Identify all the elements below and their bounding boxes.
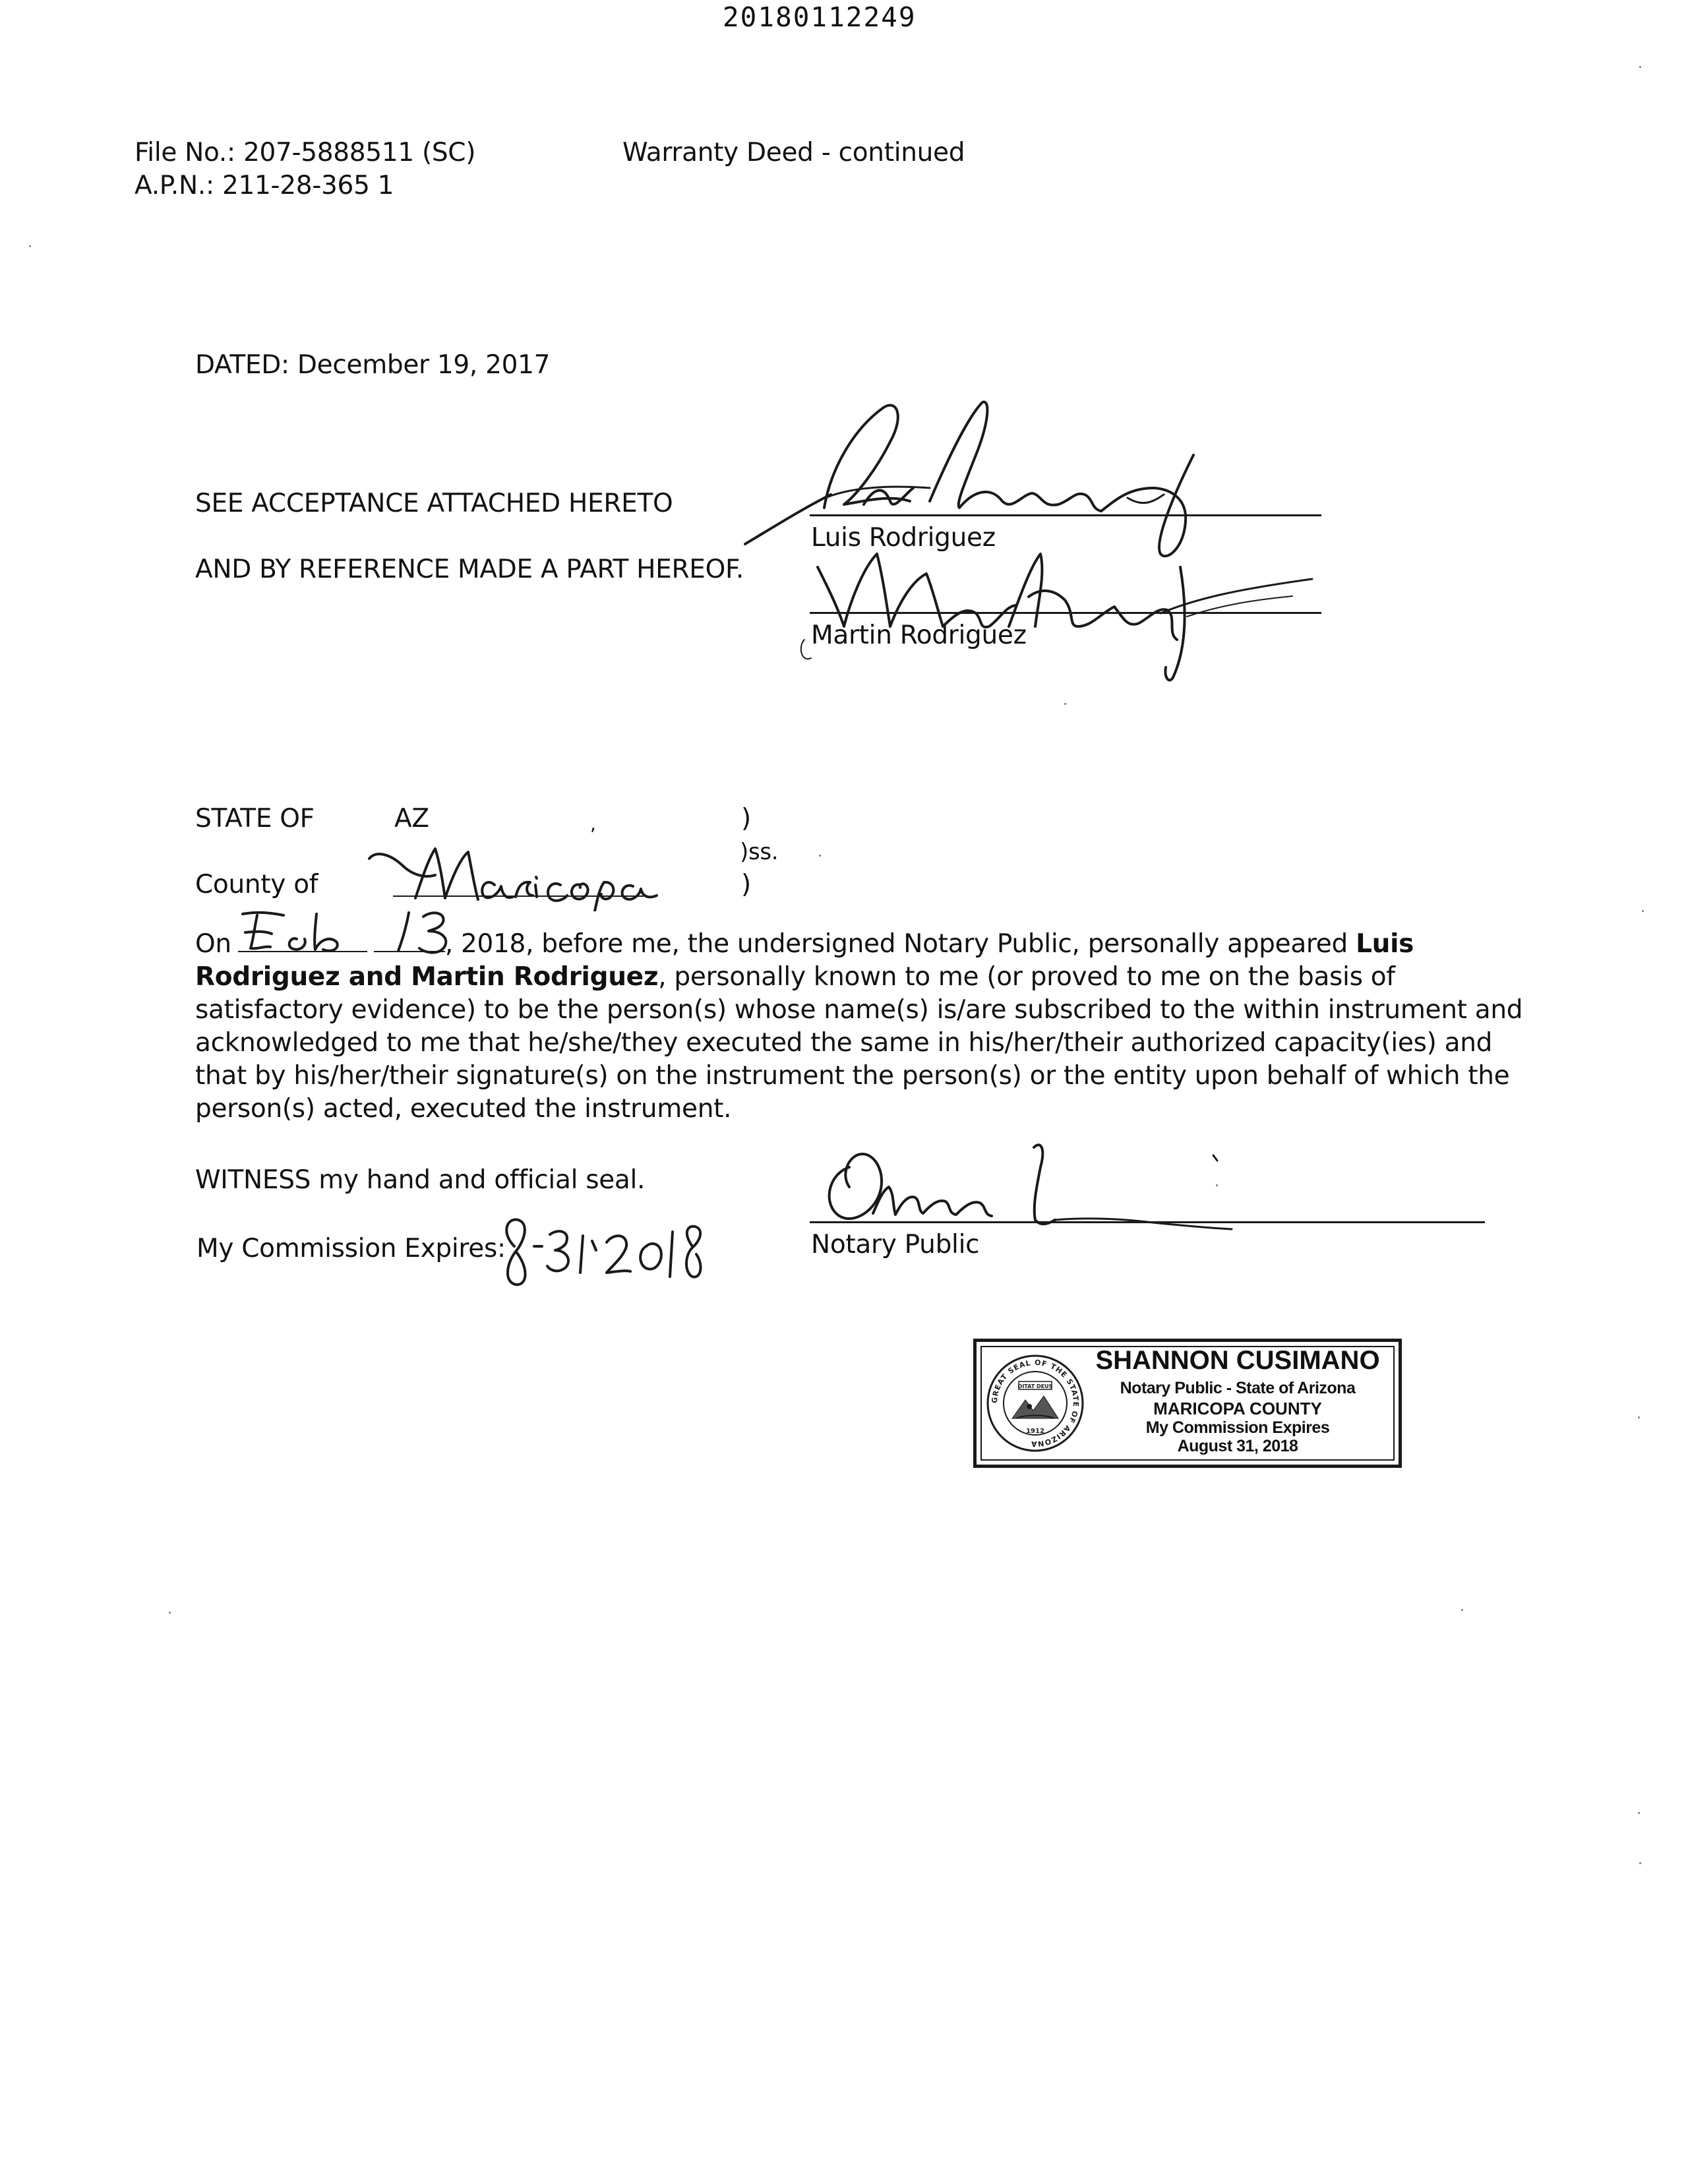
- acknowledgment-line-6: person(s) acted, executed the instrument.: [195, 1094, 732, 1124]
- scan-speck: [29, 245, 31, 247]
- seal-year: 1912: [1026, 1428, 1044, 1435]
- acknowledgment-line-4: acknowledged to me that he/she/they executed the same in his/her/their authorized capacity(ies) and: [195, 1028, 1493, 1058]
- signer-name-martin: Martin Rodriguez: [811, 621, 1027, 650]
- scan-speck: [1461, 1609, 1463, 1611]
- dated-line: DATED: December 19, 2017: [195, 350, 551, 380]
- acknowledgment-paragraph: [195, 925, 1523, 1126]
- seal-motto: DITAT DEUS: [1017, 1383, 1053, 1389]
- signer-name-luis: Luis Rodriguez: [811, 523, 996, 553]
- notary-stamp: [973, 1339, 1402, 1468]
- apn-number: A.P.N.: 211-28-365 1: [135, 171, 394, 200]
- on-label: On: [195, 929, 231, 959]
- acceptance-line-2: AND BY REFERENCE MADE A PART HEREOF.: [195, 555, 744, 584]
- witness-line: WITNESS my hand and official seal.: [195, 1165, 646, 1195]
- scan-speck: [1638, 1812, 1640, 1814]
- notary-public-label: Notary Public: [811, 1230, 980, 1259]
- acknowledgment-line-2: Rodriguez and Martin Rodriguez, personally known to me (or proved to me on the basis of: [195, 962, 1395, 992]
- scan-speck: [1639, 1862, 1641, 1864]
- acknowledgment-line-1: On , 2018, before me, the undersigned Notary Public, personally appeared Luis: [195, 925, 1474, 961]
- state-value: AZ: [394, 804, 429, 834]
- stamp-title: Notary Public - State of Arizona: [1120, 1379, 1356, 1397]
- county-handwriting-icon: [363, 839, 679, 911]
- scan-speck: [1638, 1416, 1640, 1418]
- scan-speck: [1642, 910, 1644, 912]
- acceptance-line-1: SEE ACCEPTANCE ATTACHED HERETO: [195, 489, 673, 518]
- state-label: STATE OF: [195, 804, 315, 834]
- venue-paren-open: ): [741, 804, 751, 834]
- acknowledgment-line-3: satisfactory evidence) to be the person(s) whose name(s) is/are subscribed to the within instrument and: [195, 995, 1523, 1025]
- state-comma: ,: [590, 813, 596, 835]
- stamp-notary-name: SHANNON CUSIMANO: [1095, 1346, 1380, 1375]
- month-handwriting-icon: [231, 907, 376, 960]
- day-handwriting-icon: [394, 907, 467, 960]
- recording-number: 20180112249: [723, 1, 917, 33]
- acknowledgment-line-5: that by his/her/their signature(s) on the instrument the person(s) or the entity upon behalf of which the: [195, 1061, 1510, 1091]
- commission-label: My Commission Expires:: [196, 1234, 506, 1263]
- stamp-county: MARICOPA COUNTY: [1153, 1399, 1322, 1418]
- stamp-commission-date: August 31, 2018: [1177, 1437, 1298, 1455]
- notary-signature-icon: [810, 1128, 1258, 1240]
- scan-speck: [819, 855, 821, 857]
- seal-ring-text: GREAT SEAL OF THE STATE OF ARIZONA: [990, 1358, 1081, 1449]
- venue-paren-close: ): [741, 870, 751, 899]
- scan-speck: [1639, 66, 1641, 68]
- arizona-state-seal-icon: [986, 1354, 1085, 1453]
- stamp-commission-label: My Commission Expires: [1145, 1418, 1330, 1437]
- scan-speck: [169, 1612, 171, 1614]
- file-number: File No.: 207-5888511 (SC): [135, 138, 476, 167]
- scan-speck: [1216, 1184, 1218, 1186]
- commission-date-handwriting-icon: [495, 1213, 719, 1292]
- martin-signature-icon: [791, 528, 1319, 686]
- venue-ss: )ss.: [740, 839, 779, 865]
- document-title: Warranty Deed - continued: [622, 138, 965, 167]
- scan-speck: [1064, 703, 1066, 705]
- county-label: County of: [195, 870, 318, 899]
